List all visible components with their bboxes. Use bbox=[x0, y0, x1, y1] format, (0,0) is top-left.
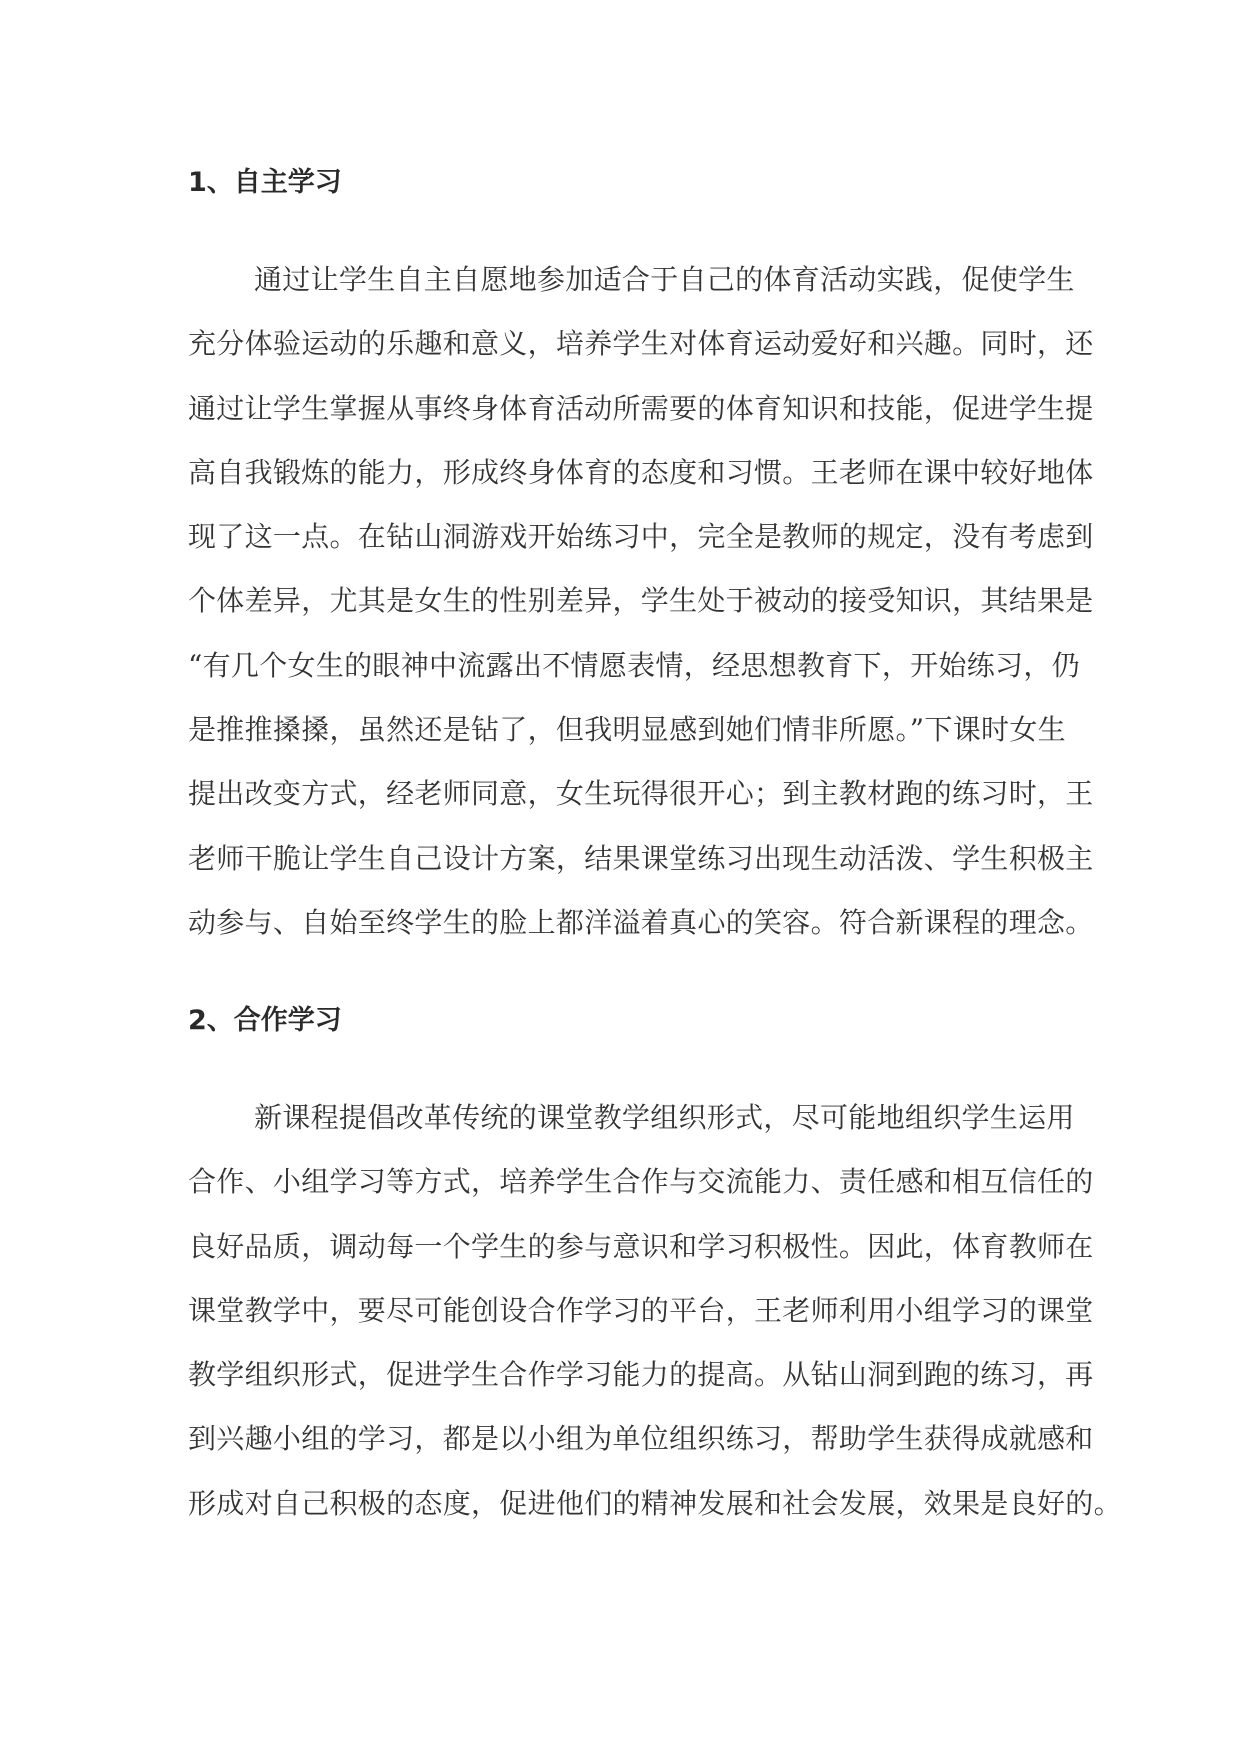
paragraph-line: “有几个女生的眼神中流露出不情愿表情，经思想教育下，开始练习，仍 bbox=[188, 648, 1080, 682]
paragraph-line: 通过让学生自主自愿地参加适合于自己的体育活动实践，促使学生 bbox=[254, 263, 1075, 296]
paragraph-line: 良好品质，调动每一个学生的参与意识和学习积极性。因此，体育教师在 bbox=[188, 1229, 1094, 1263]
paragraph-line: 老师干脆让学生自己设计方案，结果课堂练习出现生动活泼、学生积极主 bbox=[188, 841, 1094, 875]
section-heading-autonomous-learning: 1、自主学习 bbox=[188, 167, 342, 198]
paragraph-line: 合作、小组学习等方式，培养学生合作与交流能力、责任感和相互信任的 bbox=[188, 1165, 1094, 1199]
paragraph-line: 通过让学生掌握从事终身体育活动所需要的体育知识和技能，促进学生提 bbox=[188, 391, 1094, 425]
paragraph-line: 新课程提倡改革传统的课堂教学组织形式，尽可能地组织学生运用 bbox=[254, 1101, 1075, 1134]
paragraph-line: 形成对自己积极的态度，促进他们的精神发展和社会发展，效果是良好的。 bbox=[188, 1486, 1122, 1520]
paragraph-line: 现了这一点。在钻山洞游戏开始练习中，完全是教师的规定，没有考虑到 bbox=[188, 520, 1094, 554]
paragraph-line: 充分体验运动的乐趣和意义，培养学生对体育运动爱好和兴趣。同时，还 bbox=[188, 327, 1094, 361]
paragraph-line: 个体差异，尤其是女生的性别差异，学生处于被动的接受知识，其结果是 bbox=[188, 584, 1094, 618]
paragraph-autonomous-learning bbox=[188, 259, 1094, 966]
paragraph-line: 提出改变方式，经老师同意，女生玩得很开心；到主教材跑的练习时，王 bbox=[188, 777, 1094, 811]
paragraph-line: 到兴趣小组的学习，都是以小组为单位组织练习，帮助学生获得成就感和 bbox=[188, 1422, 1094, 1456]
paragraph-line: 动参与、自始至终学生的脸上都洋溢着真心的笑容。符合新课程的理念。 bbox=[188, 905, 1094, 939]
paragraph-line: 教学组织形式，促进学生合作学习能力的提高。从钻山洞到跑的练习，再 bbox=[188, 1358, 1094, 1392]
section-heading-cooperative-learning: 2、合作学习 bbox=[188, 1005, 342, 1036]
paragraph-line: 是推推搡搡，虽然还是钻了，但我明显感到她们情非所愿。”下课时女生 bbox=[188, 713, 1066, 747]
paragraph-cooperative-learning bbox=[188, 1097, 1122, 1547]
paragraph-line: 课堂教学中，要尽可能创设合作学习的平台，王老师利用小组学习的课堂 bbox=[188, 1293, 1094, 1327]
paragraph-line: 高自我锻炼的能力，形成终身体育的态度和习惯。王老师在课中较好地体 bbox=[188, 455, 1094, 489]
